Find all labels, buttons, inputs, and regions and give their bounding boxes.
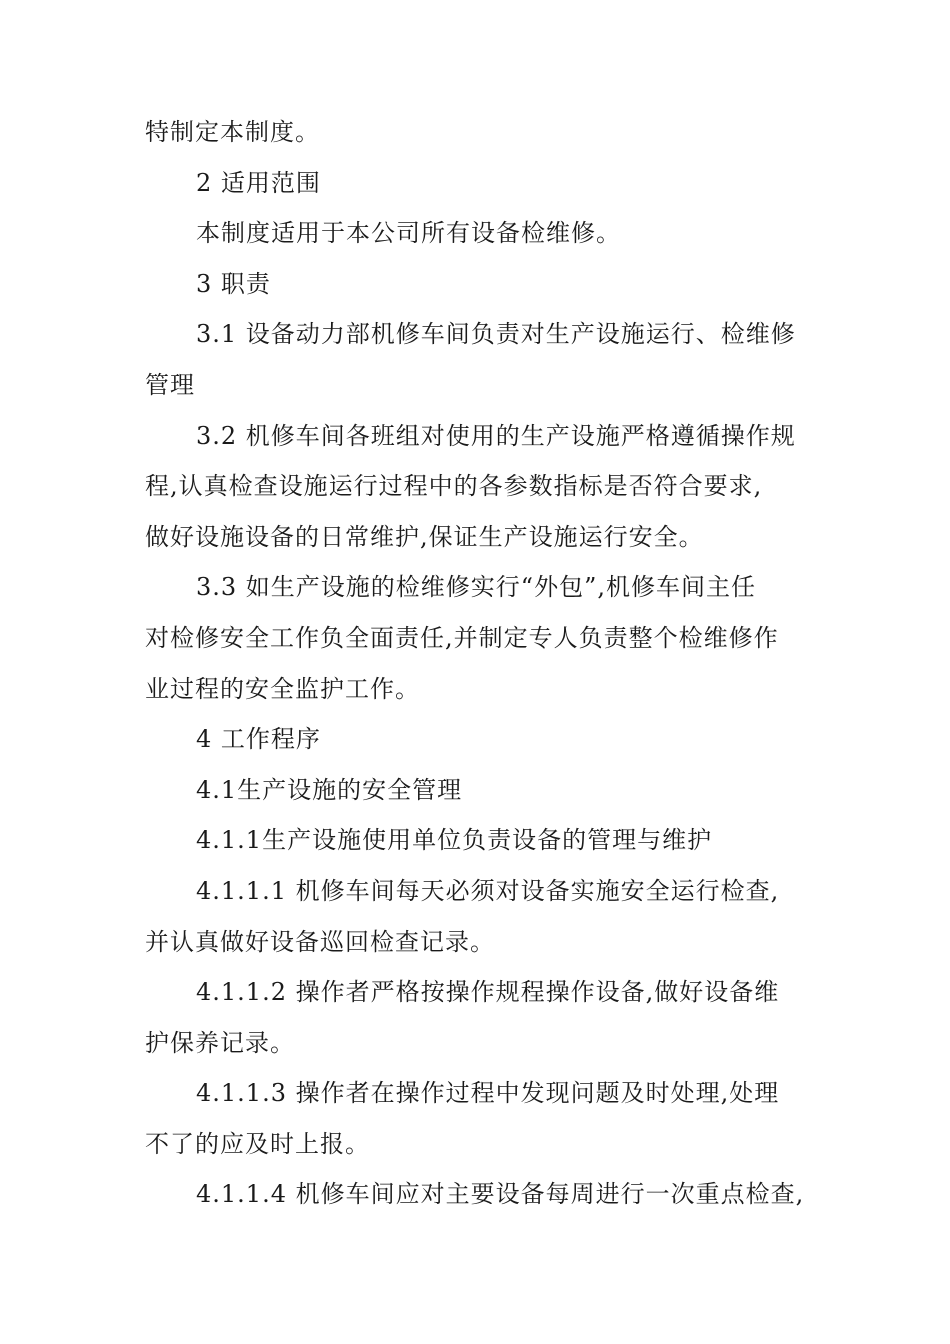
text-line: 护保养记录。 <box>145 1028 295 1057</box>
text-line: 4.1.1生产设施使用单位负责设备的管理与维护 <box>196 826 713 855</box>
section-heading <box>145 714 810 765</box>
text-line: 对检修安全工作负全面责任,并制定专人负责整个检维修作 <box>145 623 779 652</box>
text-line: 3.1 设备动力部机修车间负责对生产设施运行、检维修 <box>196 320 796 349</box>
text-line: 4.1.1.2 操作者严格按操作规程操作设备,做好设备维 <box>196 978 780 1007</box>
text-line: 做好设施设备的日常维护,保证生产设施运行安全。 <box>145 522 704 551</box>
text-line: 4 工作程序 <box>196 725 321 754</box>
subsection-heading <box>145 815 810 866</box>
paragraph <box>145 208 810 259</box>
paragraph <box>145 309 810 410</box>
paragraph <box>145 1169 810 1220</box>
text-line: 4.1生产设施的安全管理 <box>196 775 463 804</box>
paragraph <box>145 1068 810 1169</box>
subsection-heading <box>145 765 810 816</box>
text-line: 特制定本制度。 <box>145 118 320 146</box>
document-body <box>145 107 810 1220</box>
paragraph <box>145 107 810 158</box>
section-heading <box>145 259 810 310</box>
text-line: 3.3 如生产设施的检维修实行“外包”,机修车间主任 <box>196 573 756 602</box>
text-line: 3.2 机修车间各班组对使用的生产设施严格遵循操作规 <box>196 421 796 450</box>
text-line: 业过程的安全监护工作。 <box>145 674 420 703</box>
text-line: 4.1.1.3 操作者在操作过程中发现问题及时处理,处理 <box>196 1079 780 1108</box>
paragraph <box>145 866 810 967</box>
text-line: 程,认真检查设施运行过程中的各参数指标是否符合要求, <box>145 472 763 501</box>
paragraph <box>145 967 810 1068</box>
text-line: 3 职责 <box>196 269 271 298</box>
text-line: 4.1.1.1 机修车间每天必须对设备实施安全运行检查, <box>196 876 780 905</box>
paragraph <box>145 562 810 714</box>
text-line: 不了的应及时上报。 <box>145 1129 370 1158</box>
paragraph <box>145 411 810 563</box>
section-heading <box>145 158 810 209</box>
text-line: 管理 <box>145 370 195 399</box>
text-line: 2 适用范围 <box>196 168 321 197</box>
text-line: 并认真做好设备巡回检查记录。 <box>145 927 495 956</box>
text-line: 本制度适用于本公司所有设备检维修。 <box>196 219 621 248</box>
text-line: 4.1.1.4 机修车间应对主要设备每周进行一次重点检查, <box>196 1180 805 1209</box>
